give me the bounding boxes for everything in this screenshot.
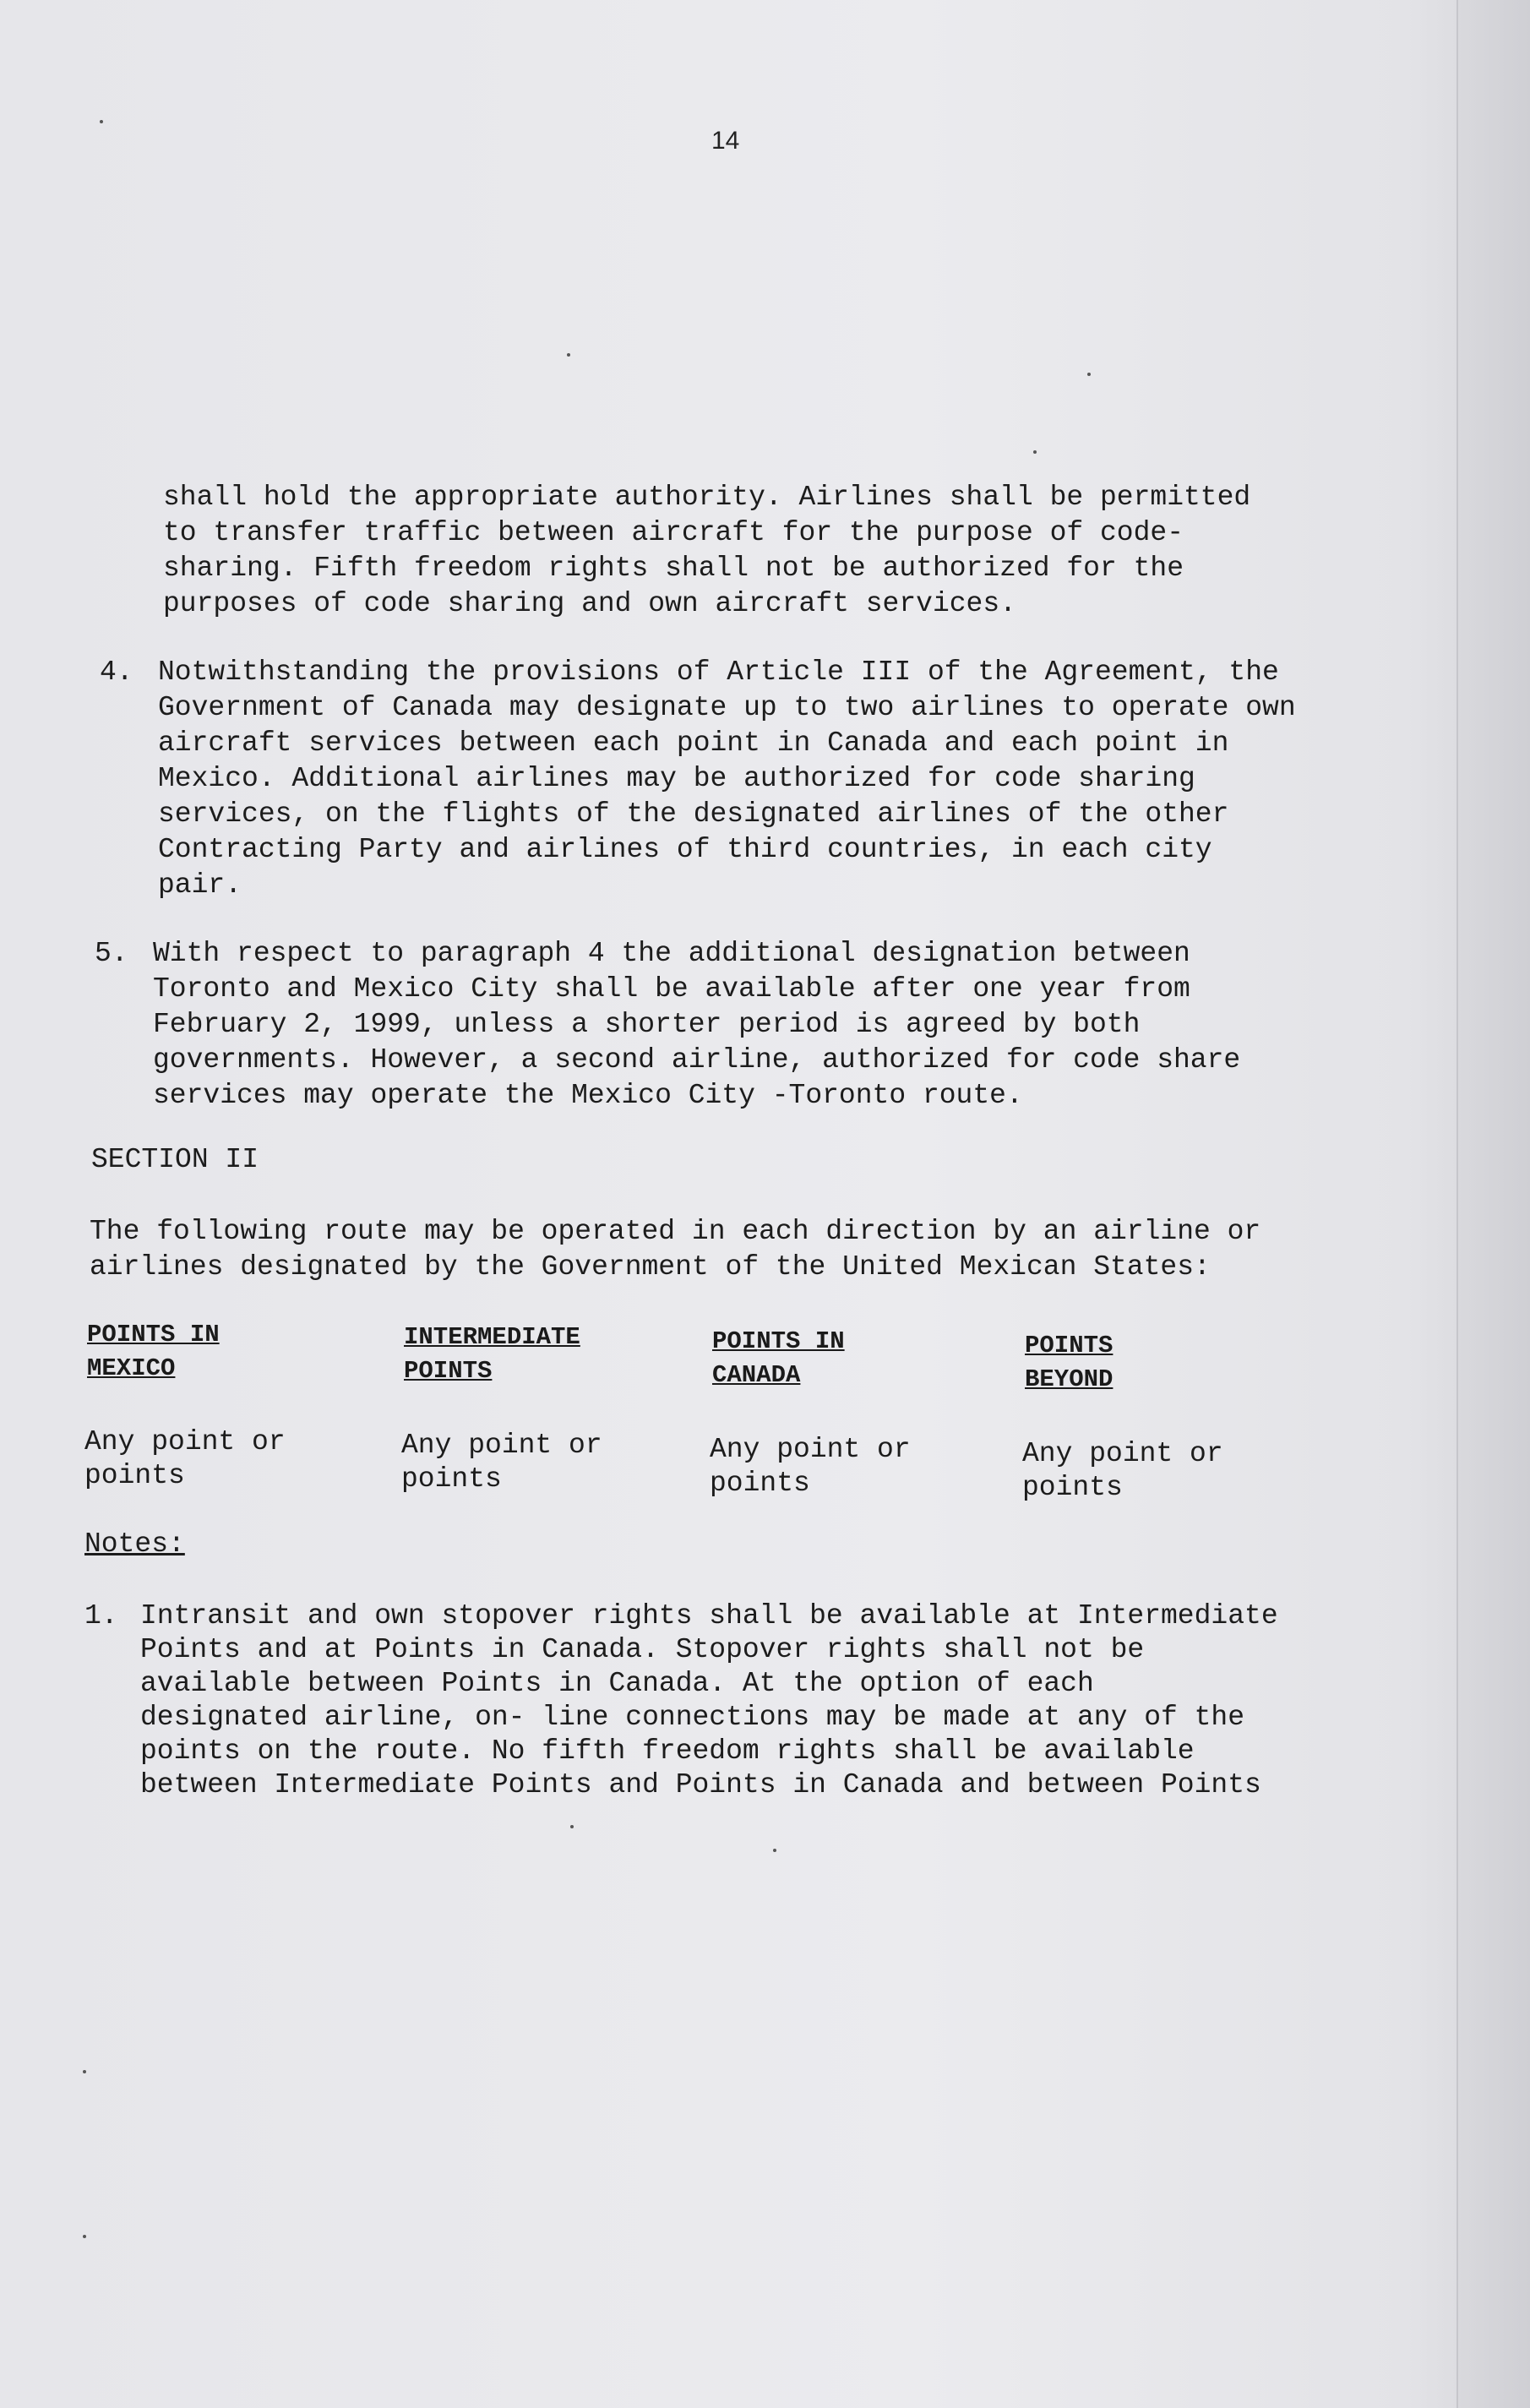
cell-line: Any point or (401, 1430, 602, 1461)
text-line: points on the route. No fifth freedom rights shall be available (140, 1735, 1195, 1767)
page-number: 14 (711, 127, 740, 155)
text-line: Toronto and Mexico City shall be available after one year from (153, 973, 1190, 1005)
header-line: POINTS (1025, 1332, 1113, 1359)
notes-label: Notes: (84, 1528, 185, 1560)
text-line: services, on the flights of the designated airlines of the other (158, 798, 1229, 830)
text-line: Mexico. Additional airlines may be authorized for code sharing (158, 763, 1195, 794)
cell-line: points (84, 1460, 185, 1491)
scan-speck (100, 120, 103, 123)
header-line: POINTS IN (712, 1327, 845, 1355)
header-line: MEXICO (87, 1354, 176, 1382)
text-line: The following route may be operated in each direction by an airline or (90, 1216, 1261, 1247)
text-line: Notwithstanding the provisions of Article III of the Agreement, the (158, 656, 1279, 688)
text-line: shall hold the appropriate authority. Airlines shall be permitted (163, 482, 1251, 513)
cell-line: Any point or (84, 1426, 286, 1457)
text-line: between Intermediate Points and Points in Canada and between Points (140, 1769, 1261, 1801)
text-line: Government of Canada may designate up to two airlines to operate own (158, 692, 1296, 723)
header-line: POINTS (404, 1357, 493, 1385)
paragraph-number: 4. (100, 656, 133, 688)
scan-speck (1033, 450, 1037, 454)
scan-speck (570, 1825, 574, 1828)
cell-line: points (710, 1468, 810, 1499)
text-line: designated airline, on- line connections may be made at any of the (140, 1702, 1245, 1733)
text-line: February 2, 1999, unless a shorter period is agreed by both (153, 1009, 1141, 1040)
cell-line: Any point or (1022, 1438, 1223, 1469)
scan-speck (83, 2235, 86, 2238)
text-line: governments. However, a second airline, authorized for code share (153, 1044, 1241, 1076)
text-line: aircraft services between each point in Canada and each point in (158, 727, 1229, 759)
text-line: airlines designated by the Government of the United Mexican States: (90, 1251, 1211, 1283)
header-line: BEYOND (1025, 1365, 1113, 1393)
text-line: Intransit and own stopover rights shall be available at Intermediate (140, 1600, 1278, 1632)
header-line: INTERMEDIATE (404, 1323, 580, 1351)
cell-line: Any point or (710, 1434, 911, 1465)
text-line: Contracting Party and airlines of third countries, in each city (158, 834, 1212, 865)
text-line: purposes of code sharing and own aircraft services. (163, 588, 1016, 619)
text-line: sharing. Fifth freedom rights shall not be authorized for the (163, 553, 1184, 584)
scan-speck (773, 1849, 776, 1852)
section-title: SECTION II (91, 1144, 259, 1175)
page-edge (1456, 0, 1530, 2408)
text-line: services may operate the Mexico City -Toronto route. (153, 1080, 1023, 1111)
text-line: available between Points in Canada. At the option of each (140, 1668, 1094, 1699)
text-line: pair. (158, 869, 242, 901)
scan-speck (567, 353, 570, 357)
header-line: CANADA (712, 1361, 801, 1389)
scan-speck (1087, 373, 1091, 376)
cell-line: points (401, 1463, 502, 1495)
header-line: POINTS IN (87, 1321, 220, 1348)
cell-line: points (1022, 1472, 1123, 1503)
text-line: to transfer traffic between aircraft for the purpose of code- (163, 517, 1184, 548)
scan-speck (83, 2070, 86, 2073)
text-line: With respect to paragraph 4 the additional designation between (153, 938, 1190, 969)
text-line: Points and at Points in Canada. Stopover rights shall not be (140, 1634, 1145, 1665)
note-number: 1. (84, 1600, 118, 1632)
paragraph-number: 5. (95, 938, 128, 969)
